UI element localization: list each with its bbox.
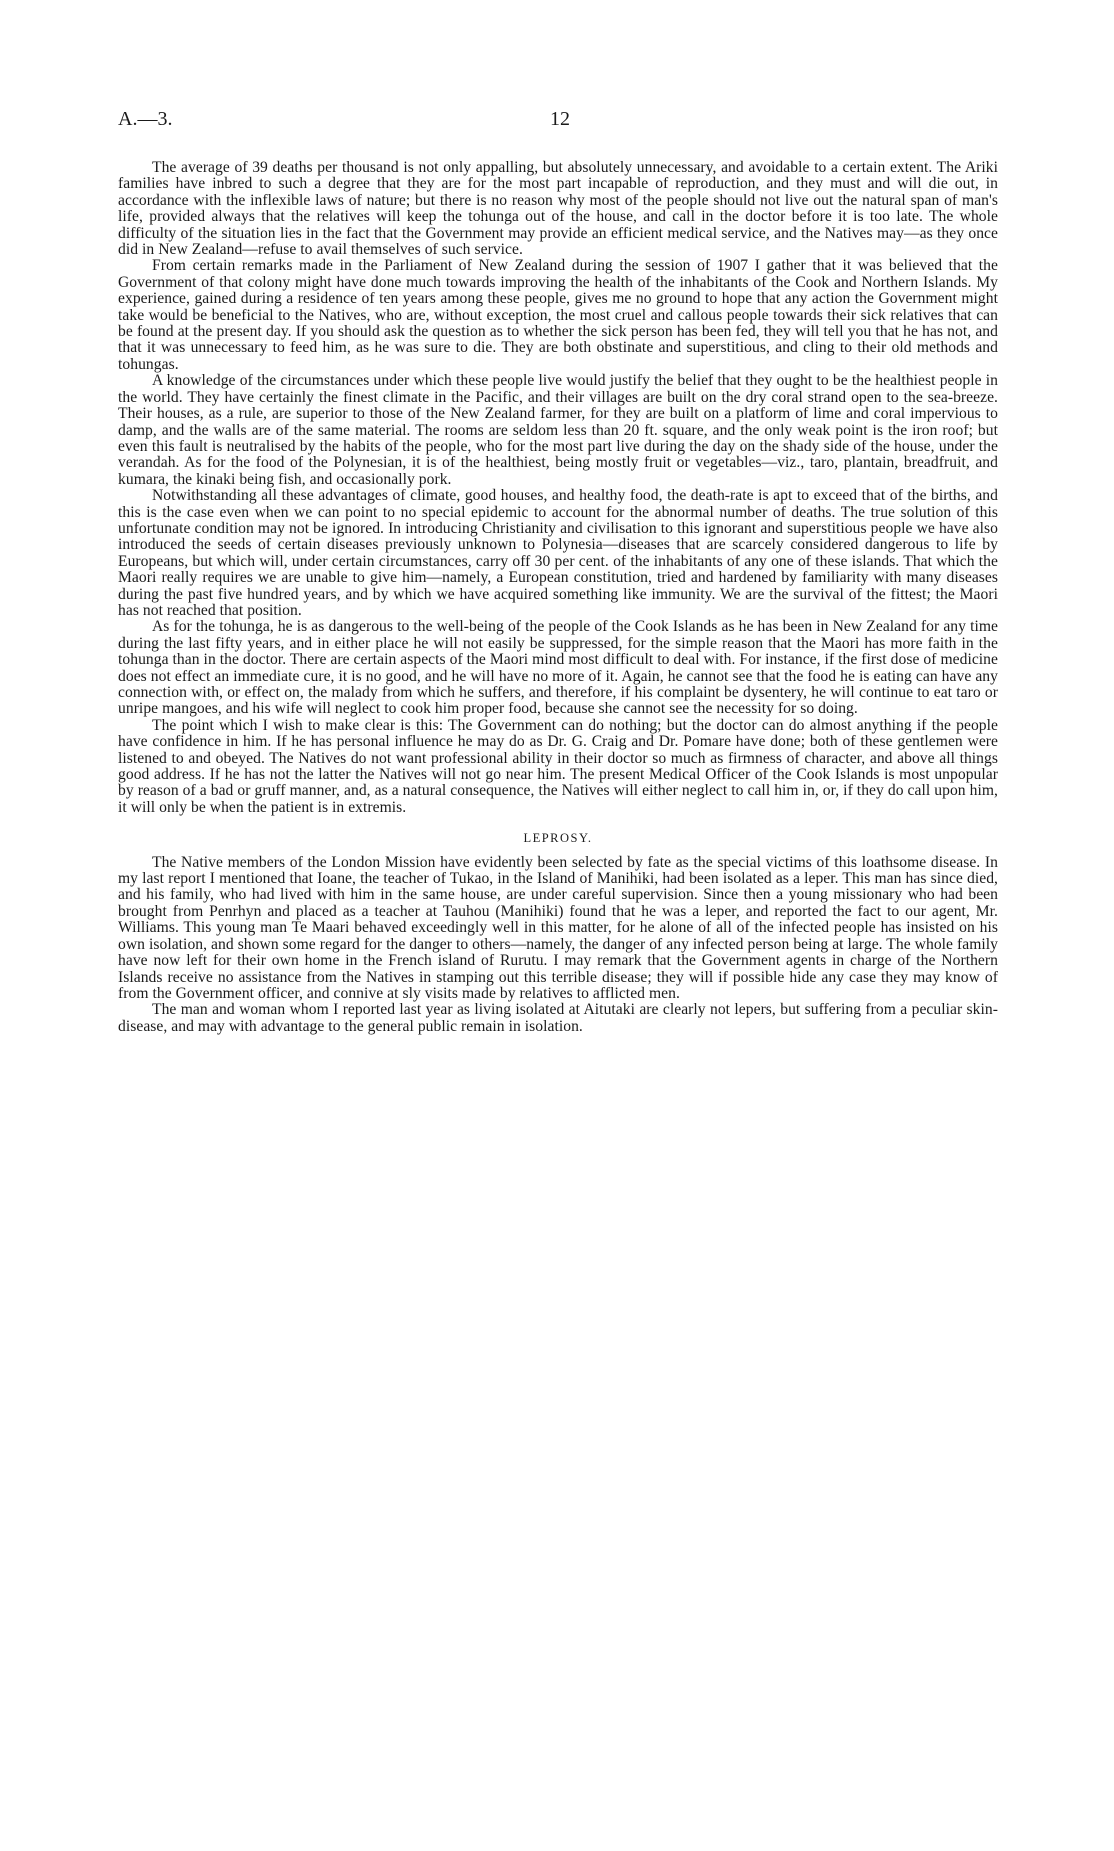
section-heading-leprosy: LEPROSY. — [523, 831, 593, 846]
document-body — [118, 160, 998, 1035]
paragraph-leprosy-mission: The Native members of the London Mission have evidently been selected by fate as the special victims of this loathsome disease. In my last report I mentioned that Ioane, the teacher of Tukao, in the Island of Manihiki, had been isolated as a leper. This man has since died, and his family, who had lived with him in the same house, are under careful supervision. Since then a young missionary who had been brought from Penrhyn and placed as a teacher at Tauhou (Manihiki) found that he was a leper, and reported the fact to our agent, Mr. Williams. This young man Te Maari behaved exceedingly well in this matter, for he alone of all of the infected people has insisted on his own isolation, and shown some regard for the danger to others—namely, the danger of any infected person being at large. The whole family have now left for their own home in the French island of Rurutu. I may remark that the Government agents in charge of the Northern Islands receive no assistance from the Natives in stamping out this terrible disease; they will if possible hide any case they may know of from the Government officer, and connive at sly visits made by relatives to afflicted men. — [118, 853, 998, 1002]
paragraph-doctor: The point which I wish to make clear is this: The Government can do nothing; but the doctor can do almost anything if the people have confidence in him. If he has personal influence he may do as Dr. G. Craig and Dr. Pomare have done; both of these gentlemen were listened to and obeyed. The Natives do not want professional ability in their doctor so much as firmness of character, and above all things good address. If he has not the latter the Natives will not go near him. The present Medical Officer of the Cook Islands is most unpopular by reason of a bad or gruff manner, and, as a natural consequence, the Natives will either neglect to call him in, or, if they do call upon him, it will only be when the patient is in extremis. — [118, 716, 998, 816]
paragraph-mortality: The average of 39 deaths per thousand is not only appalling, but absolutely unnecessary, and avoidable to a certain extent. The Ariki families have inbred to such a degree that they are for the most part incapable of reproduction, and they must and will die out, in accordance with the inflexible laws of nature; but there is no reason why most of the people should not live out the natural span of man's life, provided always that the relatives will keep the tohunga out of the house, and call in the doctor before it is too late. The whole difficulty of the situation lies in the fact that the Government may provide an efficient medical service, and the Natives may—as they once did in New Zealand—refuse to avail themselves of such service. — [118, 159, 998, 259]
document-reference: A.—3. — [118, 108, 173, 130]
paragraph-tohunga: As for the tohunga, he is as dangerous to the well-being of the people of the Cook Islands as he has been in New Zealand for any time during the last fifty years, and in either place he will not easily be suppressed, for the simple reason that the Maori has more faith in the tohunga than in the doctor. There are certain aspects of the Maori mind most difficult to deal with. For instance, if the first dose of medicine does not effect an immediate cure, it is no good, and he will have no more of it. Again, he cannot see that the food he is eating can have any connection with, or effect on, the malady from which he suffers, and therefore, if his complaint be dysentery, he will continue to eat taro or unripe mangoes, and his wife will neglect to cook him proper food, because she cannot see the necessity for so doing. — [118, 618, 998, 718]
page-header — [118, 108, 998, 138]
paragraph-leprosy-aitutaki: The man and woman whom I reported last year as living isolated at Aitutaki are clearly not lepers, but suffering from a peculiar skin-disease, and may with advantage to the general public remain in isolation. — [118, 1001, 998, 1035]
page-number: 12 — [550, 108, 570, 130]
paragraph-parliament: From certain remarks made in the Parliament of New Zealand during the session of 1907 I gather that it was believed that the Government of that colony might have done much towards improving the health of the inhabitants of the Cook and Northern Islands. My experience, gained during a residence of ten years among these people, gives me no ground to hope that any action the Government might take would be beneficial to the Natives, who are, without exception, the most cruel and callous people towards their sick relatives that can be found at the present day. If you should ask the question as to whether the sick person has been fed, they will tell you that he has not, and that it was unnecessary to feed him, as he was sure to die. They are both obstinate and superstitious, and cling to their old methods and tohungas. — [118, 257, 998, 373]
paragraph-living-conditions: A knowledge of the circumstances under which these people live would justify the belief that they ought to be the healthiest people in the world. They have certainly the finest climate in the Pacific, and their villages are built on the dry coral strand open to the sea-breeze. Their houses, as a rule, are superior to those of the New Zealand farmer, for they are built on a platform of lime and coral impervious to damp, and the walls are of the same material. The rooms are seldom less than 20 ft. square, and the only weak point is the iron roof; but even this fault is neutralised by the habits of the people, who for the most part live during the day on the shady side of the house, under the verandah. As for the food of the Polynesian, it is of the healthiest, being mostly fruit or vegetables—viz., taro, plantain, breadfruit, and kumara, the kinaki being fish, and occasionally pork. — [118, 372, 998, 488]
paragraph-death-rate: Notwithstanding all these advantages of climate, good houses, and healthy food, the death-rate is apt to exceed that of the births, and this is the case even when we can point to no special epidemic to account for the abnormal number of deaths. The true solution of this unfortunate condition may not be ignored. In introducing Christianity and civilisation to this ignorant and superstitious people we have also introduced the seeds of certain diseases previously unknown to Polynesia—diseases that are scarcely considered dangerous to life by Europeans, but which will, under certain circumstances, carry off 30 per cent. of the inhabitants of any one of these islands. That which the Maori really requires we are unable to give him—namely, a European constitution, tried and hardened by familiarity with many diseases during the past five hundred years, and by which we have acquired something like immunity. We are the survival of the fittest; the Maori has not reached that position. — [118, 487, 998, 619]
